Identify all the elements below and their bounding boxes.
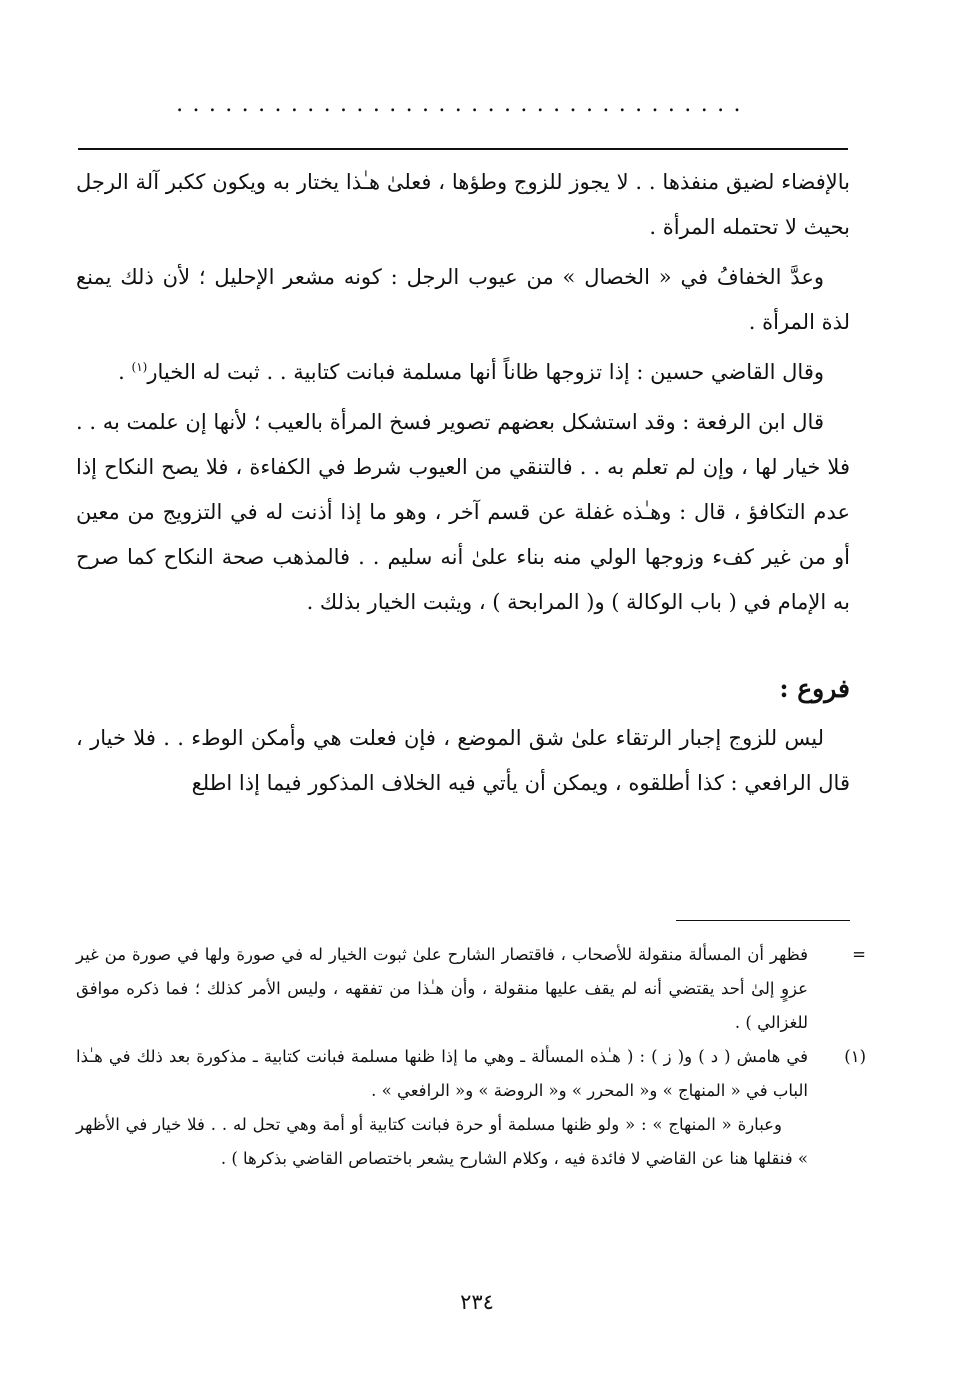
footnotes <box>76 938 866 1176</box>
paragraph-1: بالإفضاء لضيق منفذها . . لا يجوز للزوج وطؤها ، فعلىٰ هـٰذا يختار به ويكون ككبر آلة الرجل بحيث لا تحتمله المرأة . <box>76 170 850 239</box>
section-heading: فروع : <box>779 674 850 703</box>
footnote-marker-1: (١) <box>844 1047 866 1066</box>
header-rule <box>78 148 848 150</box>
paragraph-3-end: . <box>118 360 132 384</box>
page-number: ٢٣٤ <box>460 1290 494 1314</box>
paragraph-4: قال ابن الرفعة : وقد استشكل بعضهم تصوير فسخ المرأة بالعيب ؛ لأنها إن علمت به . . فلا خيار لها ، وإن لم تعلم به . . فالتنقي من العيوب شرط في الكفاءة ، فلا يصح النكاح إذا عدم التكافؤ ، قال : وهـٰذه غفلة عن قسم آخر ، وهو ما إذا أذنت له في التزويج من معين أو من غير كفء وزوجها الولي منه بناء علىٰ أنه سليم . . فالمذهب صحة النكاح كما صرح به الإمام في ( باب الوكالة ) و( المرابحة ) ، ويثبت الخيار بذلك . <box>76 410 850 614</box>
main-text <box>76 160 850 811</box>
footnote-continued <box>76 938 866 1040</box>
section-gap <box>76 630 850 666</box>
footnote-rule <box>676 920 850 921</box>
header-dots: ................................... <box>176 92 750 117</box>
footnote-reference-1: (١) <box>131 360 148 374</box>
paragraph-3 <box>76 350 850 395</box>
paragraph-5: ليس للزوج إجبار الرتقاء علىٰ شق الموضع ، فإن فعلت هي وأمكن الوطء . . فلا خيار ، قال الرافعي : كذا أطلقوه ، ويمكن أن يأتي فيه الخلاف المذكور فيما إذا اطلع <box>76 726 850 795</box>
footnote-1-subtext: وعبارة « المنهاج » : « ولو ظنها مسلمة أو حرة فبانت كتابية أو أمة وهي تحل له . . فلا خيار في الأظهر » فنقلها هنا عن القاضي لا فائدة فيه ، وكلام الشارح يشعر باختصاص القاضي بذكرها ) . <box>76 1115 808 1168</box>
footnote-marker-continued: = <box>852 945 866 964</box>
footnote-1 <box>76 1040 866 1176</box>
footnote-continued-text: فظهر أن المسألة منقولة للأصحاب ، فاقتصار الشارح علىٰ ثبوت الخيار له في صورة ولها في صورة من غير عزوٍ إلىٰ أحد يقتضي أنه لم يقف عليها منقولة ، وأن هـٰذا من تفقهه ، وليس الأمر كذلك ؛ فما ذكره موافق للغزالي ) . <box>76 945 808 1032</box>
paragraph-3-text: وقال القاضي حسين : إذا تزوجها ظاناً أنها مسلمة فبانت كتابية . . ثبت له الخيار <box>147 360 824 384</box>
footnote-1-text: في هامش ( د ) و( ز ) : ( هـٰذه المسألة ـ وهي ما إذا ظنها مسلمة فبانت كتابية ـ مذكورة بعد ذلك في هـٰذا الباب في « المنهاج » و« المحرر » و« الروضة » و« الرافعي » . <box>76 1047 808 1100</box>
paragraph-2: وعدَّ الخفافُ في « الخصال » من عيوب الرجل : كونه مشعر الإحليل ؛ لأن ذلك يمنع لذة المرأة . <box>76 265 850 334</box>
